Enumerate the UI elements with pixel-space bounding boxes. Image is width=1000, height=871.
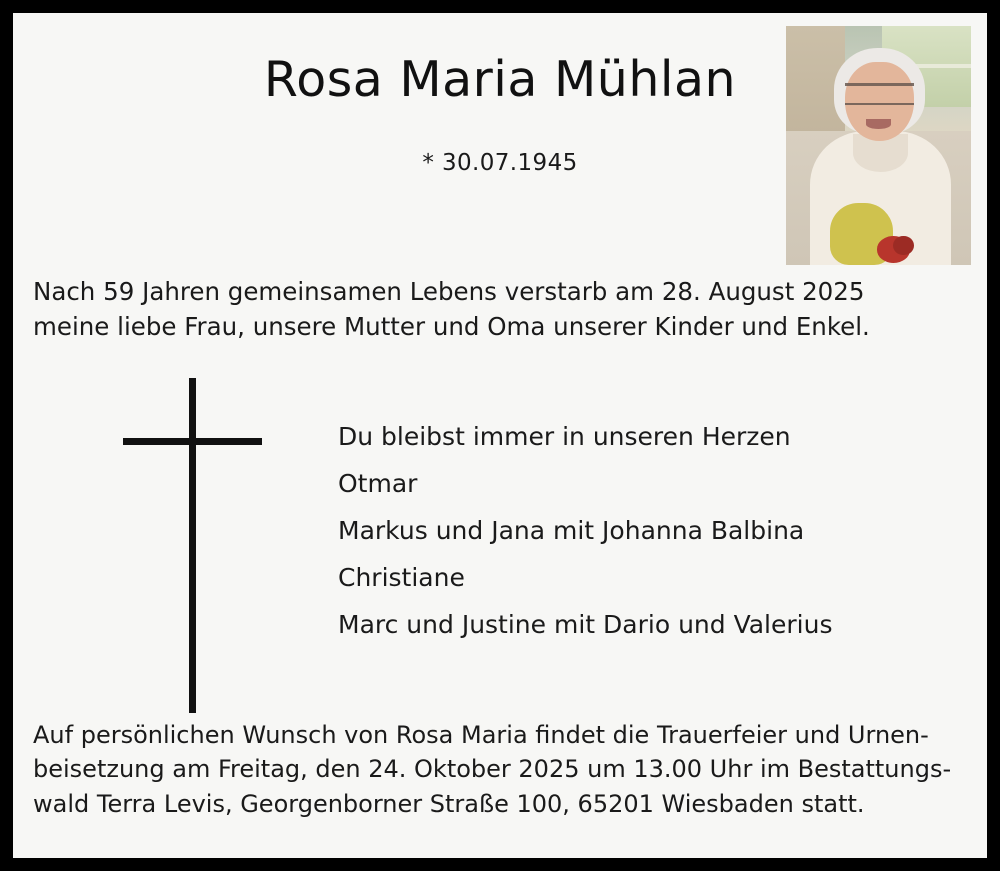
funeral-details bbox=[33, 718, 969, 822]
portrait-photo bbox=[786, 26, 971, 265]
family-line: Christiane bbox=[338, 563, 465, 592]
page-title: Rosa Maria Mühlan bbox=[263, 51, 737, 108]
photo-subject-mouth bbox=[866, 119, 892, 129]
family-line: Marc und Justine mit Dario und Valerius bbox=[338, 610, 833, 639]
footer-line: Auf persönlichen Wunsch von Rosa Maria findet die Trauerfeier und Urnen- bbox=[33, 720, 929, 749]
notice-header bbox=[13, 13, 987, 271]
family-line: Otmar bbox=[338, 469, 418, 498]
family-line: Du bleibst immer in unseren Herzen bbox=[338, 422, 791, 451]
family-block bbox=[338, 413, 832, 648]
birth-date: * 30.07.1945 bbox=[422, 150, 578, 176]
cross-vertical-bar bbox=[189, 378, 196, 713]
intro-line: Nach 59 Jahren gemeinsamen Lebens verstarb am 28. August 2025 bbox=[33, 277, 865, 306]
family-line: Markus und Jana mit Johanna Balbina bbox=[338, 516, 805, 545]
cross-horizontal-bar bbox=[123, 438, 262, 445]
footer-line: beisetzung am Freitag, den 24. Oktober 2025 um 13.00 Uhr im Bestattungs- bbox=[33, 755, 952, 784]
cross-icon bbox=[123, 368, 268, 713]
intro-line: meine liebe Frau, unsere Mutter und Oma unserer Kinder und Enkel. bbox=[33, 311, 870, 341]
notice-inner bbox=[13, 13, 987, 858]
glasses-icon bbox=[845, 83, 913, 105]
footer-line: wald Terra Levis, Georgenborner Straße 100, 65201 Wiesbaden statt. bbox=[33, 790, 865, 819]
intro-paragraph bbox=[33, 275, 967, 345]
photo-berries-secondary bbox=[893, 236, 913, 255]
